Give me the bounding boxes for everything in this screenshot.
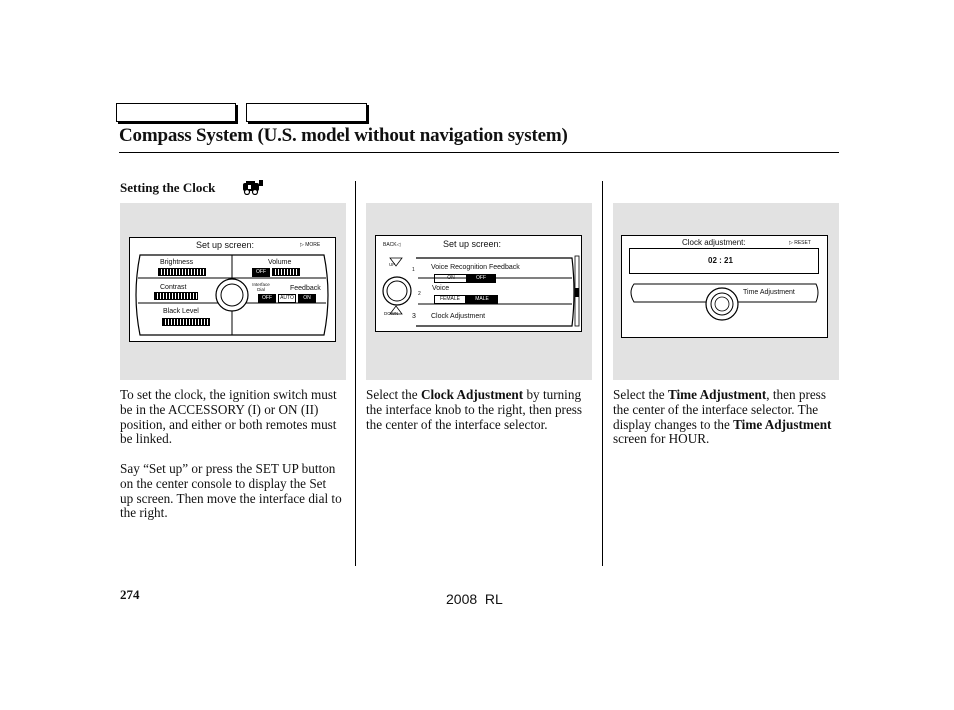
feedback-label: Feedback	[290, 285, 321, 292]
column-divider-2	[602, 181, 603, 566]
clock-dial-graphic	[622, 280, 827, 336]
setup-list-display	[375, 235, 582, 332]
voice-male-button[interactable]: MALE	[466, 295, 498, 304]
clock-adjustment-item[interactable]: Clock Adjustment	[431, 313, 486, 320]
column-1-paragraph-1: To set the clock, the ignition switch must be in the ACCESSORY (I) or ON (II) position, and either or both remotes must be linked.	[120, 387, 337, 447]
more-label: MORE	[305, 242, 321, 248]
voice-item[interactable]: Voice	[432, 285, 450, 292]
black-level-bar[interactable]	[162, 318, 210, 326]
figure-panel-3	[613, 203, 839, 380]
volume-off-button[interactable]: OFF	[252, 268, 270, 277]
header-tab-right	[246, 103, 367, 122]
reset-label: RESET	[794, 240, 811, 246]
down-label: DOWN	[384, 311, 399, 316]
clock-adjustment-display	[621, 235, 828, 338]
vehicle-icon	[241, 179, 265, 195]
time-display: 02 : 21	[708, 256, 733, 265]
page-title: Compass System (U.S. model without navigation system)	[119, 125, 568, 146]
header-tab-left	[116, 103, 236, 122]
black-level-label: Black Level	[163, 308, 199, 315]
voice-feedback-item[interactable]: Voice Recognition Feedback	[431, 264, 520, 271]
feedback-off-button[interactable]: OFF	[258, 294, 276, 303]
voice-feedback-on-button[interactable]: ON	[434, 274, 468, 283]
voice-female-button[interactable]: FEMALE	[434, 295, 466, 304]
volume-label: Volume	[268, 259, 292, 266]
column-2-bold: Clock Adjustment	[420, 387, 524, 402]
column-3-bold-2: Time Adjustment	[733, 416, 832, 432]
interface-dial-label: Interface Dial	[252, 282, 270, 292]
setup-screen-title: Set up screen:	[196, 240, 255, 250]
voice-feedback-off-button[interactable]: OFF	[466, 274, 496, 283]
volume-bar[interactable]	[272, 268, 300, 276]
column-3-paragraph	[613, 388, 845, 447]
back-label: BACK	[383, 242, 397, 248]
column-3-text-1: Select the	[613, 387, 668, 402]
clock-adjustment-title: Clock adjustment:	[682, 238, 746, 247]
item-number-3: 3	[412, 313, 416, 320]
column-3-bold-1: Time Adjustment	[667, 387, 767, 402]
setup-screen-display	[129, 237, 336, 342]
up-label: UP	[389, 262, 396, 267]
item-number-1: 1	[412, 267, 415, 273]
title-rule	[119, 152, 839, 153]
column-divider-1	[355, 181, 356, 566]
brightness-label: Brightness	[160, 259, 194, 266]
item-number-2: 2	[418, 291, 421, 297]
brightness-bar[interactable]	[158, 268, 206, 276]
reset-button[interactable]: ▷ RESET	[789, 240, 811, 246]
feedback-auto-button[interactable]: AUTO	[278, 294, 296, 303]
contrast-label: Contrast	[160, 284, 187, 291]
figure-panel-1	[120, 203, 346, 380]
more-button[interactable]: ▷ MORE	[300, 242, 321, 248]
back-button[interactable]: BACK◁	[383, 242, 401, 248]
column-3-text-2: , then press the center of the interface selector. The display changes to the	[613, 387, 826, 432]
column-3-text-3: screen for HOUR.	[613, 431, 710, 447]
contrast-bar[interactable]	[154, 292, 198, 300]
figure-panel-2	[366, 203, 592, 380]
column-1-paragraph-2: Say “Set up” or press the SET UP button on the center console to display the Set up screen. Then move the interface dial to the right.	[120, 461, 342, 521]
section-heading: Setting the Clock	[120, 180, 216, 195]
model-label: 2008 RL	[446, 591, 503, 607]
column-2-paragraph	[366, 388, 596, 432]
page-number: 274	[120, 587, 140, 602]
column-2-text-2: by turning the interface knob to the right, then press the center of the interface selector.	[366, 387, 583, 432]
feedback-on-button[interactable]: ON	[298, 294, 316, 303]
time-adjustment-item[interactable]: Time Adjustment	[743, 289, 795, 296]
setup-list-title: Set up screen:	[443, 239, 502, 249]
column-2-text-1: Select the	[366, 387, 421, 402]
